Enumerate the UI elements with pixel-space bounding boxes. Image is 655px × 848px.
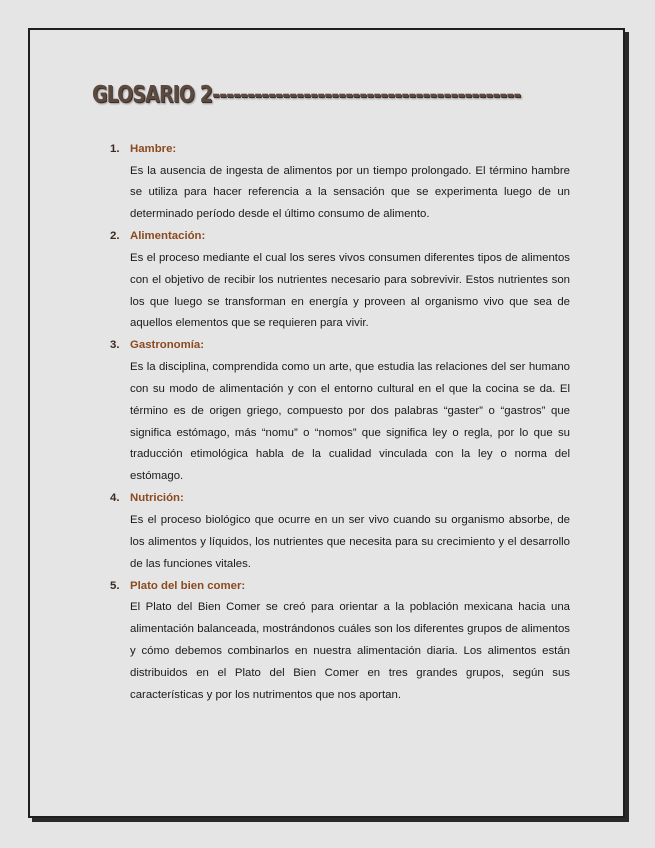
glossary-list [110,139,570,707]
entry-term: Alimentación: [130,230,206,243]
entry-definition: Es el proceso mediante el cual los seres vivos consumen diferentes tipos de alimentos con el objetivo de recibir los nutrientes necesario para sobrevivir. Estos nutrientes son los que luego se transforman en energía y proveen al organismo vivo que sea de aquellos elementos que se requieren para vivir. [130,251,570,330]
page-title: GLOSARIO 2-------------------------------------------- [92,82,521,108]
entry-number: 4. [110,492,120,505]
glossary-entry-plato-del-bien-comer [110,576,570,707]
entry-term: Hambre: [130,143,177,155]
glossary-entry-alimentacion [110,226,570,335]
entry-definition: Es el proceso biológico que ocurre en un ser vivo cuando su organismo absorbe, de los alimentos y líquidos, los nutrientes que necesita para su crecimiento y el desarrollo de las funciones vitales. [130,513,570,570]
glossary-entry-nutricion [110,488,570,575]
entry-term: Nutrición: [130,492,184,505]
entry-definition: Es la disciplina, comprendida como un arte, que estudia las relaciones del ser humano con su modo de alimentación y con el entorno cultural en el que la cocina se da. El término es de origen griego, compuesto por dos palabras “gaster” o “gastros” que significa estómago, más “nomu” o “nomos” que significa ley o regla, por lo que su traducción etimológica habla de la cualidad vinculada con la ley o norma del estómago. [130,360,570,483]
glossary-entry-gastronomia [110,335,570,488]
entry-definition: El Plato del Bien Comer se creó para orientar a la población mexicana hacia una alimentación balanceada, mostrándonos cuáles son los diferentes grupos de alimentos y cómo debemos combinarlos en nuestra alimentación diaria. Los alimentos están distribuidos en el Plato del Bien Comer en tres grandes grupos, según sus características y por los nutrimentos que nos aportan. [130,601,570,701]
entry-term: Gastronomía: [130,339,205,352]
entry-number: 3. [110,339,120,352]
entry-number: 2. [110,230,120,243]
document-page [28,28,625,818]
glossary-entry-hambre [110,139,570,226]
entry-term: Plato del bien comer: [130,579,246,592]
entry-number: 1. [110,143,120,155]
entry-number: 5. [110,579,120,592]
entry-definition: Es la ausencia de ingesta de alimentos por un tiempo prolongado. El término hambre se utiliza para hacer referencia a la sensación que se experimenta luego de un determinado período desde el último consumo de alimento. [130,164,570,221]
